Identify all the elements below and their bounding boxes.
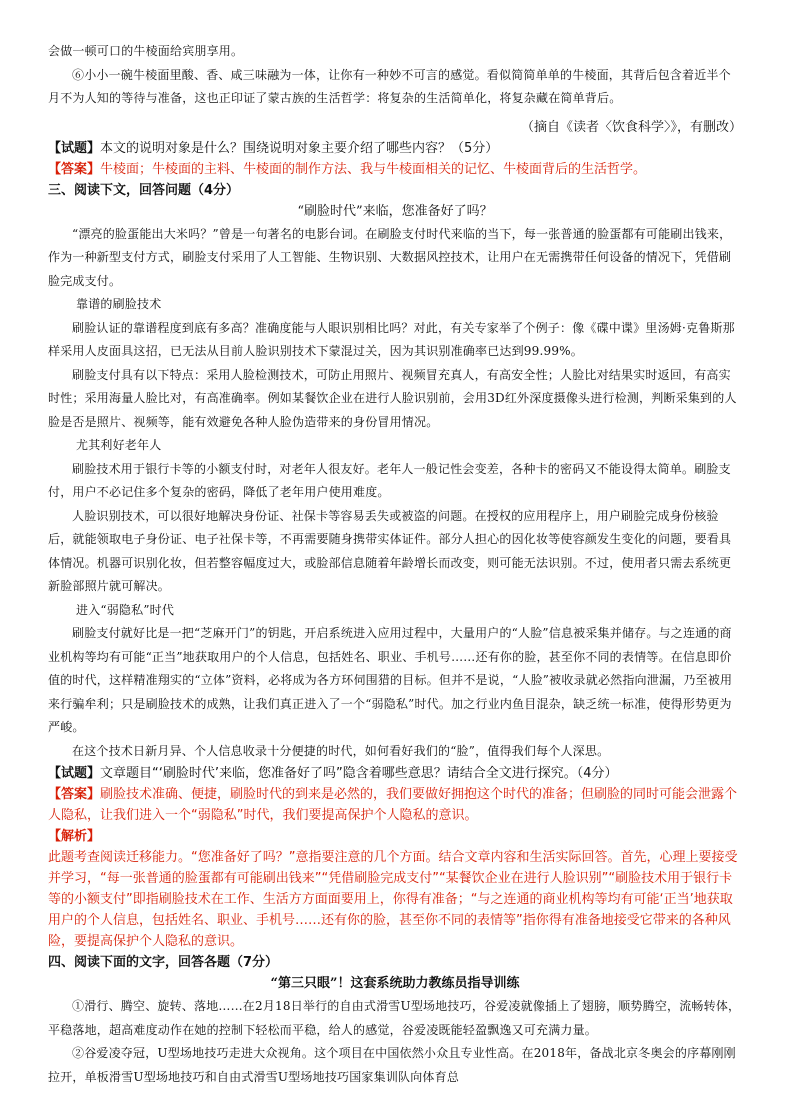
analysis-tag: 【解析】 (48, 829, 101, 844)
passage-paragraph: ⑥小小一碗牛棱面里酸、香、咸三味融为一体，让你有一种妙不可言的感觉。看似简简单单的牛棱面，其背后包含着近半个月不为人知的等待与准备，这也正印证了蒙古族的生活哲学：将复杂的生活简单化，将复杂藏在简单背后。 (48, 67, 731, 105)
question-2 (48, 763, 742, 784)
article-paragraph: 刷脸支付就好比是一把“芝麻开门”的钥匙，开启系统进入应用过程中，大量用户的“人脸”信息被采集并储存。与之连通的商业机构等均有可能“正当”地获取用户的个人信息，包括姓名、职业、手机号……还有你的脸，甚至你不同的表情等。在信息即价值的时代，这样精准翔实的“立体”资料，必将成为各方环伺围猎的目标。但并不是说，“人脸”被收录就必然指向泄漏，乃至被用来行骗牟利；只是刷脸技术的成熟，让我们真正进入了一个“弱隐私”时代。加之行业内鱼目混杂，缺乏统一标准，使得形势更为严峻。 (48, 626, 733, 734)
question-tag: 【试题】 (48, 766, 101, 781)
article-paragraph: 刷脸技术用于银行卡等的小额支付时，对老年人很友好。老年人一般记性会变差，各种卡的密码又不能设得太简单。刷脸支付，用户不必记住多个复杂的密码，降低了老年用户使用难度。 (48, 461, 731, 499)
source-citation: （摘自《读者〈饮食科学〉》，有删改） (520, 119, 742, 135)
article-paragraph: ①滑行、腾空、旋转、落地……在2月18日举行的自由式滑雪U型场地技巧，谷爱凌就像插上了翅膀，顺势腾空，流畅转体，平稳落地，超高难度动作在她的控制下轻松而平稳，给人的感觉，谷爱凌既能轻盈飘逸又可充满力量。 (48, 999, 741, 1037)
answer-text: 刷脸技术准确、便捷，刷脸时代的到来是必然的，我们要做好拥抱这个时代的准备；但刷脸的同时可能会泄露个人隐私，让我们进入一个“弱隐私”时代，我们要提高保护个人隐私的意识。 (48, 787, 738, 823)
analysis-text: 此题考查阅读迁移能力。“您准备好了吗？”意指要注意的几个方面。结合文章内容和生活实际回答。首先，心理上要接受并学习，“每一张普通的脸蛋都有可能刷出钱来”“凭借刷脸完成支付”“某餐饮企业在进行人脸识别”“刷脸技术用于银行卡等的小额支付”即指刷脸技术在工作、生活方方面面要用上，你得有准备；“与之连通的商业机构等均有可能‘正当’地获取用户的个人信息，包括姓名、职业、手机号……还有你的脸，甚至你不同的表情等”指你得有准备地接受它带来的各种风险，要提高保护个人隐私的意识。 (48, 850, 738, 949)
answer-2 (48, 784, 742, 826)
answer-tag: 【答案】 (48, 787, 101, 802)
question-1 (48, 138, 742, 159)
article-paragraph: “漂亮的脸蛋能出大米吗？”曾是一句著名的电影台词。在刷脸支付时代来临的当下，每一张普通的脸蛋都有可能刷出钱来，作为一种新型支付方式，刷脸支付采用了人工智能、生物识别、大数据风控技术，让用户在无需携带任何设备的情况下，凭借刷脸完成支付。 (48, 226, 732, 288)
article-paragraph: 人脸识别技术，可以很好地解决身份证、社保卡等容易丢失或被盗的问题。在授权的应用程序上，用户刷脸完成身份核验后，就能领取电子身份证、电子社保卡等，不再需要随身携带实体证件。部分人担心的因化妆等使容颜发生变化的问题，要看具体情况。机器可识别化妆，但若整容幅度过大，或脸部信息随着年龄增长而改变，则可能无法识别。不过，使用者只需去系统更新脸部照片就可解决。 (48, 508, 732, 593)
passage-line: 会做一顿可口的牛棱面给宾朋享用。 (48, 44, 244, 58)
article-paragraph: ②谷爱凌夺冠，U型场地技巧走进大众视角。这个项目在中国依然小众且专业性高。在2018年，备战北京冬奥会的序幕刚刚拉开，单板滑雪U型场地技巧和自由式滑雪U型场地技巧国家集训队向体育总 (48, 1046, 736, 1084)
section-heading: 四、阅读下面的文字，回答各题（7分） (48, 955, 279, 970)
article-subheading: 尤其利好老年人 (76, 438, 162, 452)
document-page (48, 40, 742, 1089)
article-paragraph: 刷脸支付具有以下特点：采用人脸检测技术，可防止用照片、视频冒充真人，有高安全性；人脸比对结果实时返回，有高实时性；采用海量人脸比对，有高准确率。例如某餐饮企业在进行人脸识别前，会用3D红外深度摄像头进行检测，判断采集到的人脸是否是照片、视频等，能有效避免各种人脸伪造带来的身份冒用情况。 (48, 367, 737, 429)
article-paragraph: 刷脸认证的靠谱程度到底有多高？准确度能与人眼识别相比吗？对此，有关专家举了个例子：像《碟中谍》里汤姆·克鲁斯那样采用人皮面具这招，已无法从目前人脸识别技术下蒙混过关，因为其识别准确率已达到99.99%。 (48, 320, 735, 358)
article-subheading: 靠谱的刷脸技术 (76, 297, 162, 311)
article-paragraph: 在这个技术日新月异、个人信息收录十分便捷的时代，如何看好我们的“脸”，值得我们每个人深思。 (72, 743, 610, 758)
article-subheading: 进入“弱隐私”时代 (76, 602, 175, 617)
question-text: 本文的说明对象是什么？围绕说明对象主要介绍了哪些内容？（5分） (100, 140, 499, 156)
question-text: 文章题目“‘刷脸时代’来临，您准备好了吗”隐含着哪些意思？请结合全文进行探究。（4分） (100, 766, 618, 781)
article-title: “第三只眼”！这套系统助力教练员指导训练 (270, 976, 520, 991)
section-heading: 三、阅读下文，回答问题（4分） (48, 182, 240, 198)
answer-tag: 【答案】 (48, 161, 101, 177)
question-tag: 【试题】 (48, 140, 101, 156)
answer-1 (48, 159, 742, 180)
article-title: “刷脸时代”来临，您准备好了吗？ (297, 203, 493, 219)
answer-text: 牛棱面；牛棱面的主料、牛棱面的制作方法、我与牛棱面相关的记忆、牛棱面背后的生活哲学。 (100, 161, 647, 177)
